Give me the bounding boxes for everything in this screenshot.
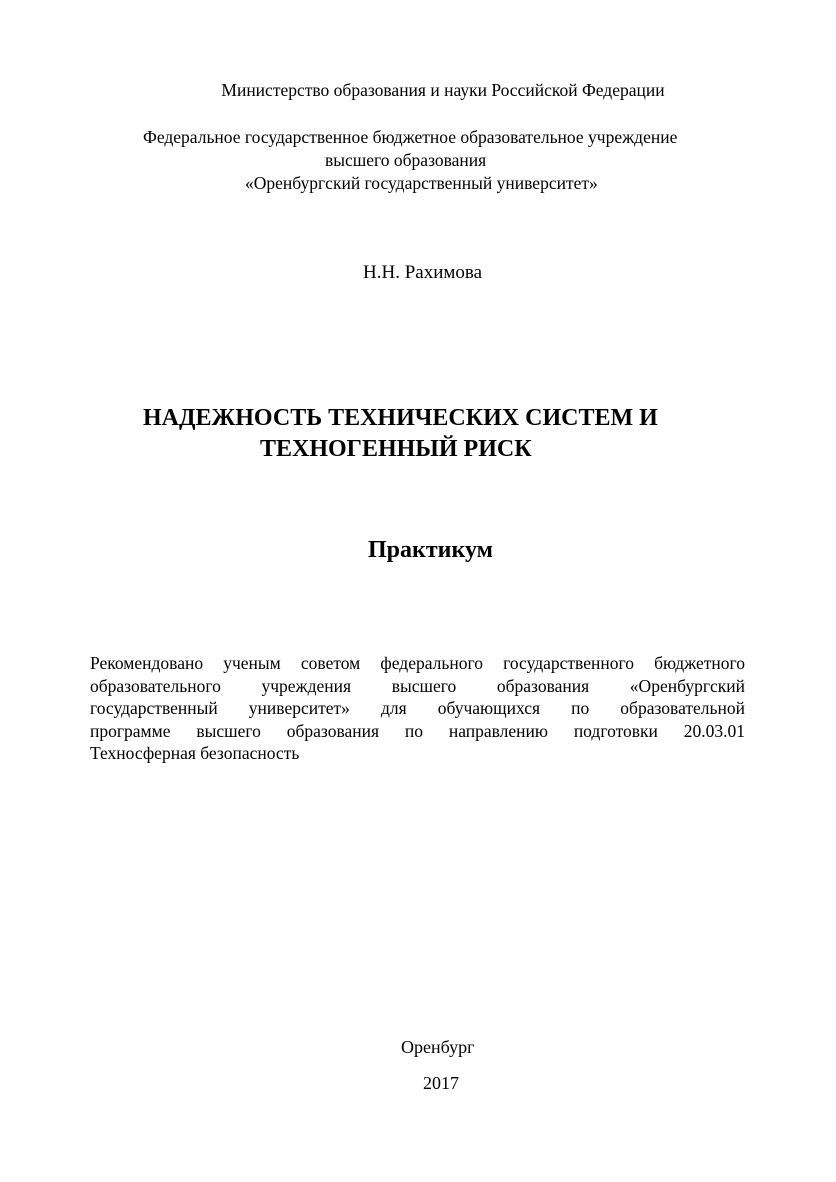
- recommendation-line: Рекомендовано ученым советом федерального государственного бюджетного: [90, 653, 745, 673]
- recommendation-text: [90, 652, 745, 765]
- institution-line-1: Федеральное государственное бюджетное образовательное учреждение: [143, 127, 678, 147]
- author-name: Н.Н. Рахимова: [363, 262, 483, 283]
- book-title-line-2: ТЕХНОГЕННЫЙ РИСК: [260, 436, 532, 462]
- book-title-line-1: НАДЕЖНОСТЬ ТЕХНИЧЕСКИХ СИСТЕМ И: [143, 405, 658, 431]
- publication-city: Оренбург: [401, 1037, 475, 1057]
- publication-year: 2017: [423, 1073, 459, 1093]
- ministry-name: Министерство образования и науки Российской Федерации: [221, 80, 665, 100]
- book-subtitle: Практикум: [368, 537, 493, 563]
- institution-line-2: высшего образования: [325, 150, 487, 170]
- recommendation-line: государственный университет» для обучающихся по образовательной: [90, 698, 745, 718]
- recommendation-line: программе высшего образования по направлению подготовки 20.03.01: [90, 720, 745, 741]
- institution-line-3: «Оренбургский государственный университет»: [245, 173, 598, 193]
- recommendation-line: образовательного учреждения высшего образования «Оренбургский: [90, 675, 745, 696]
- recommendation-line: Техносферная безопасность: [90, 743, 300, 763]
